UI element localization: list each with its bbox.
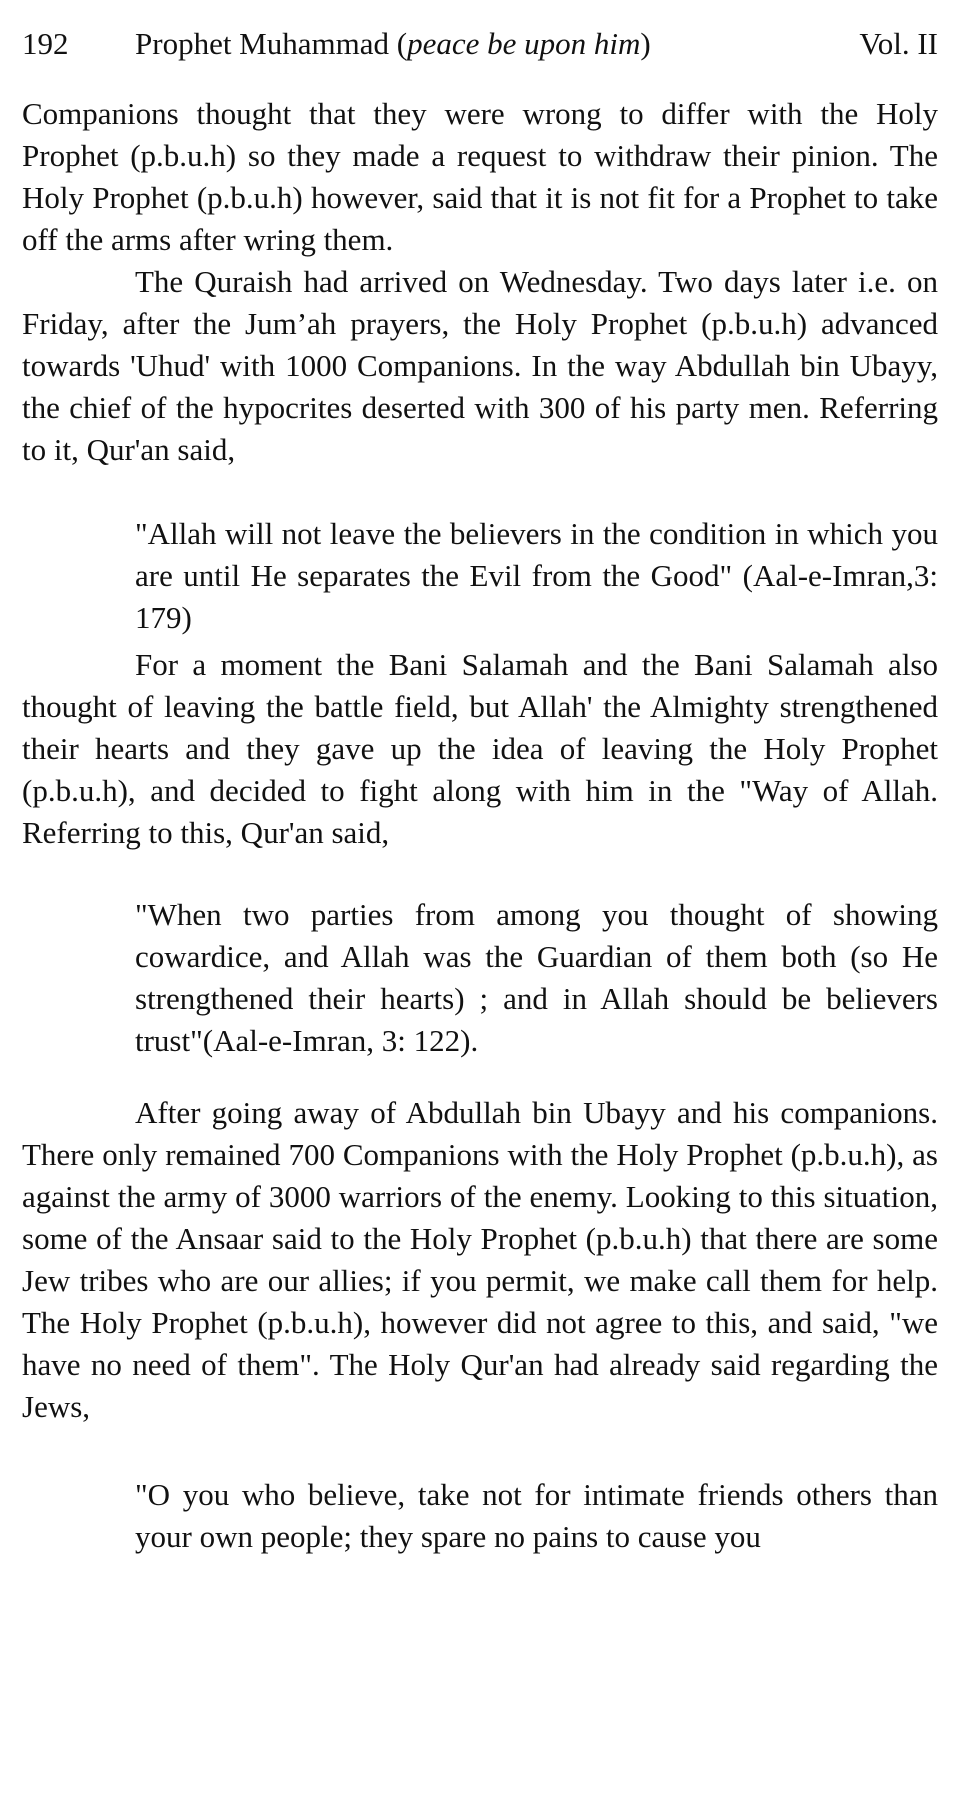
paragraph-3-block	[22, 644, 938, 854]
quote-3: "O you who believe, take not for intimate friends others than your own people; they spare no pains to cause you	[135, 1477, 938, 1554]
page-number: 192	[22, 26, 69, 61]
paragraph-4-block	[22, 1092, 938, 1428]
paragraph-1: Companions thought that they were wrong to differ with the Holy Prophet (p.b.u.h) so they made a request to withdraw their pinion. The Holy Prophet (p.b.u.h) however, said that it is not fit for a Prophet to take off the arms after wring them.	[22, 96, 938, 257]
paragraph-1-block	[22, 93, 938, 261]
running-title-italic: peace be upon him	[407, 26, 641, 61]
quote-2: "When two parties from among you thought of showing cowardice, and Allah was the Guardian of them both (so He strengthened their hearts) ; and in Allah should be believers trust"(Aal-e-Imran, 3: 122).	[135, 897, 938, 1058]
quote-3-block	[22, 1474, 938, 1558]
page-header	[22, 22, 938, 66]
volume-label: Vol. II	[859, 26, 938, 61]
paragraph-2-block	[22, 261, 938, 471]
paragraph-3: For a moment the Bani Salamah and the Bani Salamah also thought of leaving the battle field, but Allah' the Almighty strengthened their hearts and they gave up the idea of leaving the Holy Prophet (p.b.u.h), and decided to fight along with him in the "Way of Allah. Referring to this, Qur'an said,	[22, 647, 938, 850]
paragraph-4: After going away of Abdullah bin Ubayy and his companions. There only remained 700 Companions with the Holy Prophet (p.b.u.h), as against the army of 3000 warriors of the enemy. Looking to this situation, some of the Ansaar said to the Holy Prophet (p.b.u.h) that there are some Jew tribes who are our allies; if you permit, we make call them for help. The Holy Prophet (p.b.u.h), however did not agree to this, and said, "we have no need of them". The Holy Qur'an had already said regarding the Jews,	[22, 1095, 938, 1424]
running-title: Prophet Muhammad (peace be upon him)	[135, 26, 651, 61]
quote-1: "Allah will not leave the believers in the condition in which you are until He separates the Evil from the Good" (Aal-e-Imran,3: 179)	[135, 516, 938, 635]
quote-1-block	[22, 513, 938, 639]
running-title-main: Prophet Muhammad	[135, 26, 389, 61]
paragraph-2: The Quraish had arrived on Wednesday. Two days later i.e. on Friday, after the Jum’ah prayers, the Holy Prophet (p.b.u.h) advanced towards 'Uhud' with 1000 Companions. In the way Abdullah bin Ubayy, the chief of the hypocrites deserted with 300 of his party men. Referring to it, Qur'an said,	[22, 264, 938, 467]
quote-2-block	[22, 894, 938, 1062]
